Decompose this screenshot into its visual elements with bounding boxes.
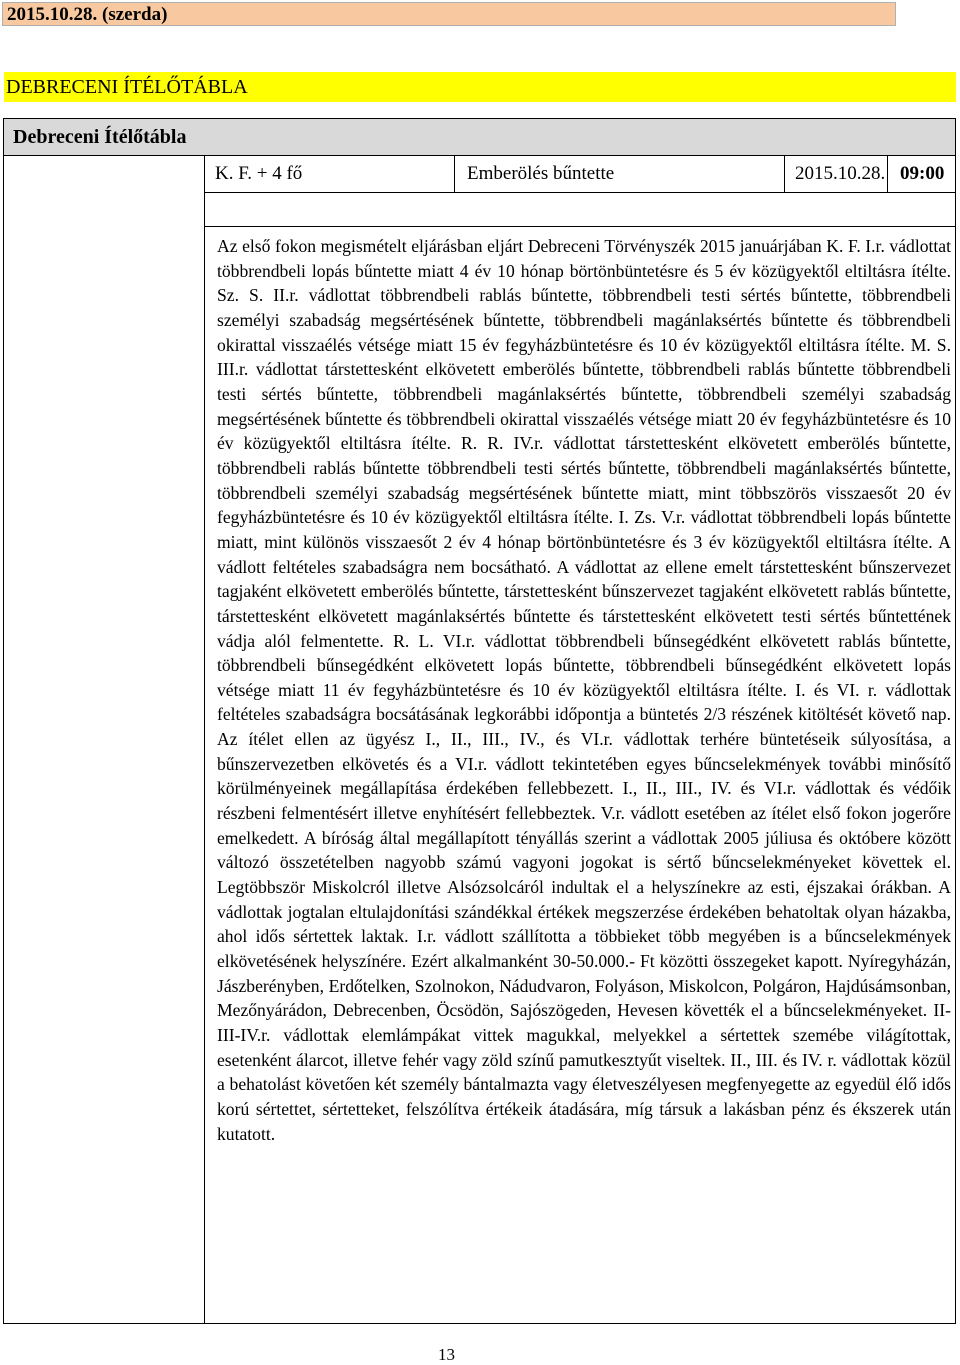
- cell-divider: [784, 156, 785, 192]
- court-name: Debreceni Ítélőtábla: [4, 119, 955, 156]
- case-offense: Emberölés bűntette: [467, 163, 615, 184]
- case-description: Az első fokon megismételt eljárásban eljárt Debreceni Törvényszék 2015 januárjában K. F. I.r. vádlottat többrendbeli lopás bűntette miatt 4 év 10 hónap börtönbüntetésre és 5 év közügyektől eltiltásra ítélte. Sz. S. II.r. vádlottat többrendbeli rablás bűntette, többrendbeli testi sértés bűntette, többrendbeli személyi szabadság megsértésének bűntette, többrendbeli magánlaksértés bűntette és többrendbeli okirattal visszaélés vétsége miatt 15 év fegyházbüntetésre és 10 év közügyektől eltiltásra ítélte. M. S. III.r. vádlottat társtettesként elkövetett emberölés bűntette, többrendbeli rablás bűntette többrendbeli testi sértés bűntette, többrendbeli magánlaksértés bűntette, többrendbeli személyi szabadság megsértésének bűntette és többrendbeli okirattal visszaélés vétsége miatt 20 év fegyházbüntetésre és 10 év közügyektől eltiltásra ítélte. R. R. IV.r. vádlottat társtettesként elkövetett emberölés bűntette, többrendbeli rablás bűntette többrendbeli testi sértés bűntette, többrendbeli magánlaksértés bűntette, többrendbeli személyi szabadság megsértésének bűntette miatt, mint többszörös visszaesőt 20 év fegyházbüntetésre és 10 év közügyektől eltiltásra ítélte. I. Zs. V.r. vádlottat többrendbeli lopás bűntette miatt, mint különös visszaesőt 2 év 4 hónap börtönbüntetésre és 3 év közügyektől eltiltásra ítélte. A vádlott feltételes szabadságra nem bocsátható. A vádlottat az ellene emelt társtettesként bűnszervezet tagjaként elkövetett emberölés bűntette, társtettesként bűnszervezet tagjaként elkövetett rablás bűntette, társtettesként elkövetett magánlaksértés bűntette és társtettesként elkövetett testi sértés bűntettének vádja alól felmentette. R. L. VI.r. vádlottat többrendbeli bűnsegédként elkövetett rablás bűntette, többrendbeli bűnsegédként elkövetett lopás bűntette, többrendbeli bűnsegédként elkövetett lopás vétsége miatt 11 év fegyházbüntetésre és 10 év közügyektől eltiltásra ítélte. I. és VI. r. vádlottak feltételes szabadságra bocsátásának legkorábbi időpontja a büntetés 2/3 részének kitöltését követő nap. Az ítélet ellen az ügyész I., II., III., IV., és VI.r. vádlottak terhére büntetéseik súlyosítása, a bűnszervezetben elkövetés és a VI.r. vádlott tekintetében egyes bűncselekmények további minősítő körülményeinek megállapítása érdekében fellebbezett. I., II., III., IV. és VI.r. vádlottak és védőik részbeni felmentésért illetve enyhítésért fellebbeztek. V.r. vádlott esetében az ítélet első fokon jogerőre emelkedett. A bíróság által megállapított tényállás szerint a vádlottak 2005 júliusa és októbere között változó összetételben nagyobb számú vagyoni jogokat is sértő bűncselekményeket követtek el. Legtöbbször Miskolcról illetve Alsózsolcáról indultak el a helyszínekre az esti, éjszakai órákban. A vádlottak jogtalan eltulajdonítási szándékkal értékek megszerzése érdekében behatoltak olyan házakba, ahol idős sértettek laktak. I.r. vádlott szállította a többieket több megyében is a bűncselekmények elkövetésének helyszínére. Ezért alkalmanként 30-50.000.- Ft közötti összegeket kapott. Nyíregyházán, Jászberényben, Erdőtelken, Szolnokon, Nádudvaron, Folyáson, Miskolcon, Polgáron, Hajdúsámsonban, Mezőnyárádon, Debrecenben, Öcsödön, Sajószögeden, Hevesen követték el a bűncselekményeket. II-III-IV.r. vádlottak elemlámpákat vittek magukkal, melyekkel a sértettek szemébe világítottak, esetenként álarcot, illetve fehér vagy zöld színű pamutkesztyűt viseltek. II., III. és IV. r. vádlottak közül a behatolást követően két személy bántalmazta vagy életveszélyesen megfenyegette az egyedül élő idős korú sértettet, sértetteket, felszólítva értékeik átadására, míg társuk a lakásban pénz és ékszerek után kutatott.: [217, 236, 951, 1144]
- case-row: [205, 156, 955, 193]
- page-number: 13: [438, 1345, 455, 1364]
- hearing-table: [3, 118, 956, 1324]
- case-defendant: K. F. + 4 fő: [215, 163, 303, 184]
- left-column-divider: [204, 156, 205, 1324]
- date-bar: 2015.10.28. (szerda): [2, 2, 896, 26]
- empty-row: [205, 193, 955, 227]
- cell-divider: [887, 156, 888, 192]
- case-date: 2015.10.28.: [795, 163, 886, 184]
- court-heading: DEBRECENI ÍTÉLŐTÁBLA: [4, 72, 956, 102]
- cell-divider: [454, 156, 455, 192]
- case-time: 09:00: [900, 163, 945, 184]
